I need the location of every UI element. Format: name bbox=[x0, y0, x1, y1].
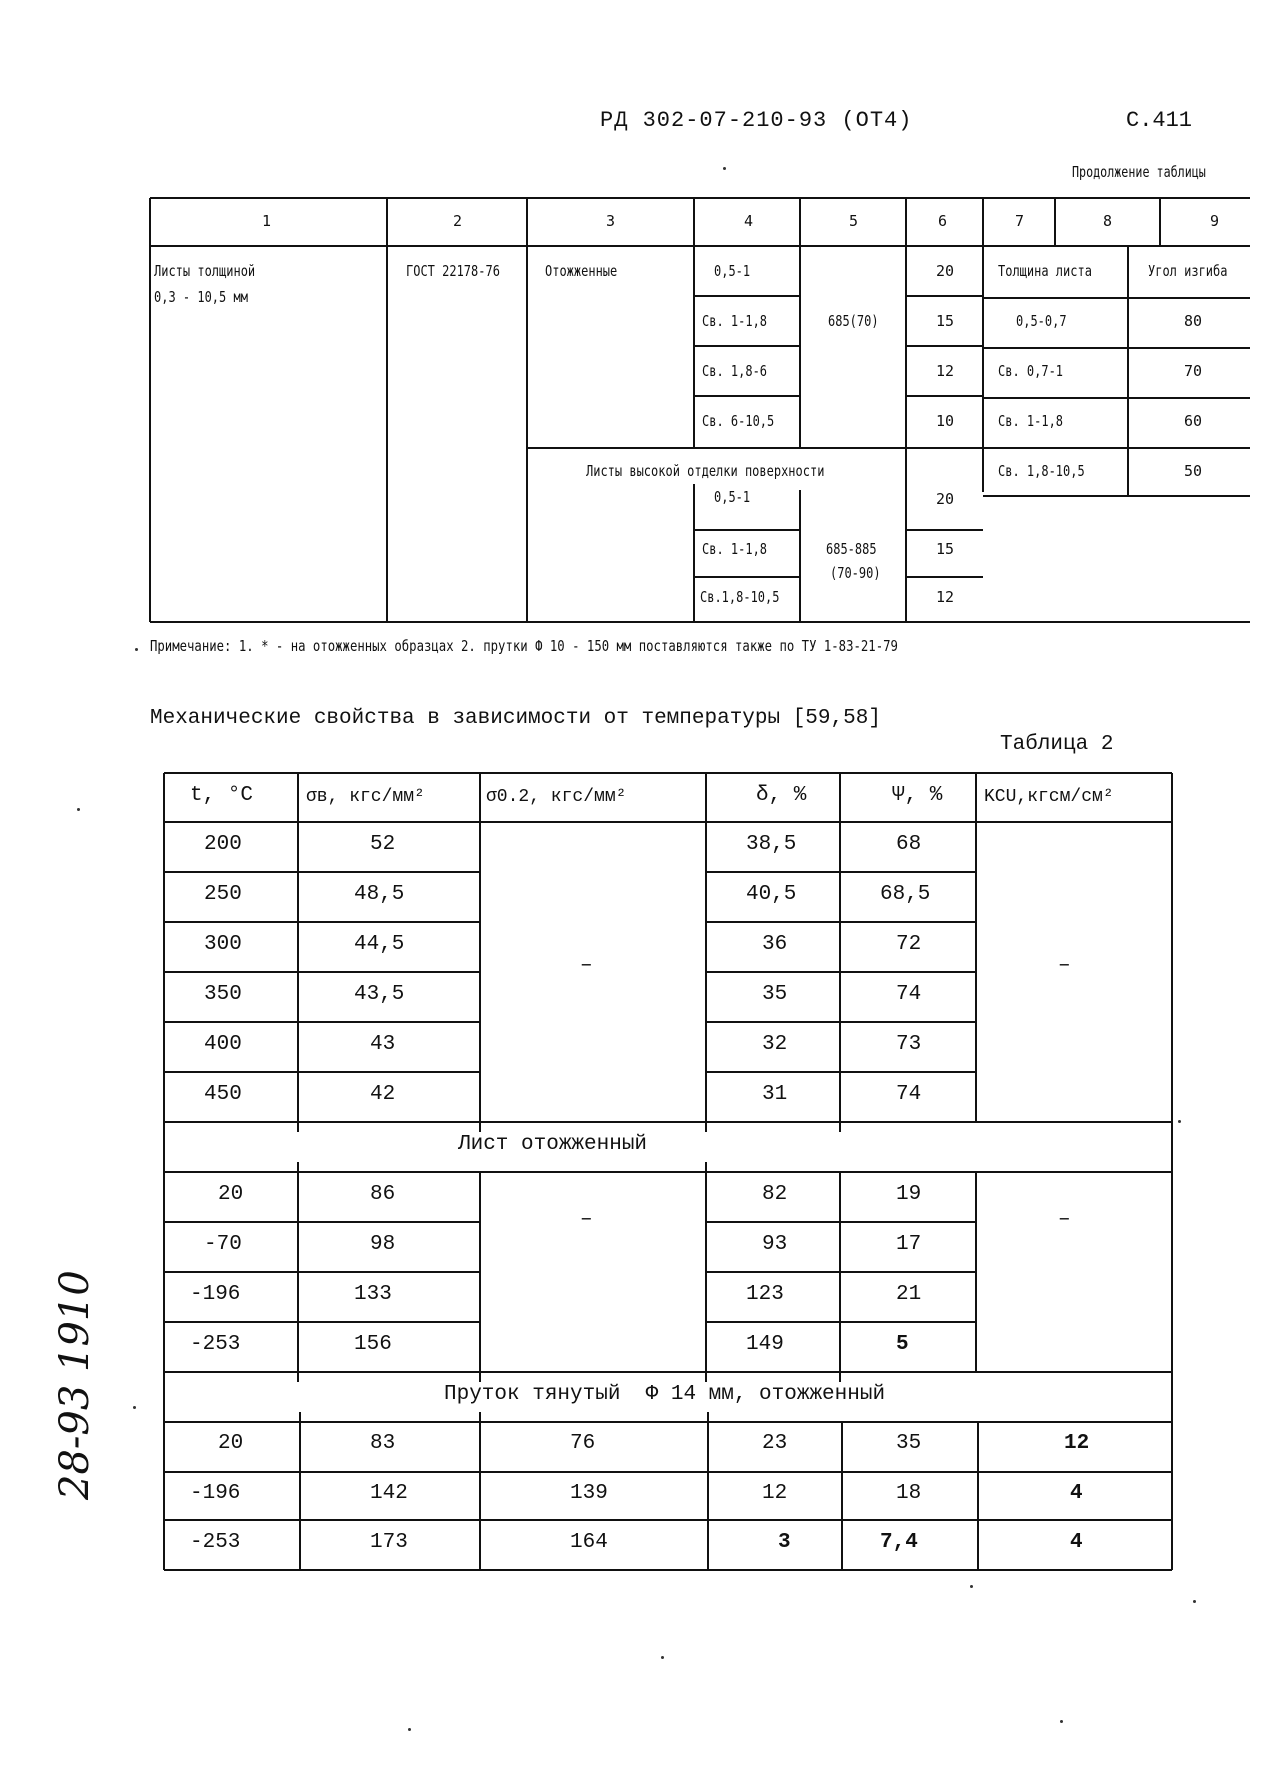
cell-psi: 5 bbox=[896, 1333, 909, 1356]
cell-sb: 52 bbox=[370, 833, 396, 856]
cell-delta: 31 bbox=[762, 1083, 788, 1106]
cell-sb: 173 bbox=[370, 1531, 408, 1554]
cell-kcu-empty: – bbox=[1058, 1208, 1071, 1231]
cell-psi: 68 bbox=[896, 833, 922, 856]
cell-kcu: 4 bbox=[1070, 1531, 1083, 1554]
col-number: 2 bbox=[453, 212, 463, 230]
col-number: 3 bbox=[606, 212, 616, 230]
bend-angle: 60 bbox=[1184, 412, 1203, 430]
bend-thickness: Св. 1-1,8 bbox=[998, 412, 1064, 430]
document-code: РД 302-07-210-93 (ОТ4) bbox=[600, 108, 913, 133]
cell-sb: 48,5 bbox=[354, 883, 405, 906]
cell-delta: 3 bbox=[778, 1531, 791, 1554]
annealed-elongation: 20 bbox=[936, 262, 955, 280]
cell-psi: 17 bbox=[896, 1233, 922, 1256]
cell-s02-empty: – bbox=[580, 954, 593, 977]
cell-sb: 98 bbox=[370, 1233, 396, 1256]
cell-t: 450 bbox=[204, 1083, 242, 1106]
cell-t: 20 bbox=[218, 1183, 244, 1206]
cell-t: -253 bbox=[190, 1531, 241, 1554]
cell-sb: 44,5 bbox=[354, 933, 405, 956]
page-number: С.411 bbox=[1126, 108, 1193, 133]
cell-delta: 82 bbox=[762, 1183, 788, 1206]
table2-label: Таблица 2 bbox=[1000, 733, 1114, 756]
bend-angle: 70 bbox=[1184, 362, 1203, 380]
cell-t: -196 bbox=[190, 1482, 241, 1505]
bend-thickness: Св. 0,7-1 bbox=[998, 362, 1064, 380]
cell-psi: 72 bbox=[896, 933, 922, 956]
cell-kcu: 12 bbox=[1064, 1432, 1090, 1455]
cell-sb: 156 bbox=[354, 1333, 392, 1356]
hf-thickness: Св.1,8-10,5 bbox=[700, 588, 780, 606]
header-temperature: t, °C bbox=[190, 784, 254, 807]
col-number: 8 bbox=[1103, 212, 1113, 230]
cell-delta: 12 bbox=[762, 1482, 788, 1505]
cell-s02: 76 bbox=[570, 1432, 596, 1455]
section-title-drawn-bar: Пруток тянутый Ф 14 мм, отожженный bbox=[444, 1383, 886, 1406]
table-continuation-label: Продолжение таблицы bbox=[1072, 163, 1206, 181]
cell-delta: 123 bbox=[746, 1283, 784, 1306]
scan-speck bbox=[77, 808, 80, 811]
cell-psi: 21 bbox=[896, 1283, 922, 1306]
cell-psi: 19 bbox=[896, 1183, 922, 1206]
cell-t: 300 bbox=[204, 933, 242, 956]
annealed-elongation: 10 bbox=[936, 412, 955, 430]
scan-speck bbox=[1193, 1600, 1196, 1603]
state: Отожженные bbox=[545, 262, 618, 280]
hf-elongation: 12 bbox=[936, 588, 955, 606]
annealed-elongation: 12 bbox=[936, 362, 955, 380]
header-elongation: δ, % bbox=[756, 784, 807, 807]
cell-t: -196 bbox=[190, 1283, 241, 1306]
cell-sb: 142 bbox=[370, 1482, 408, 1505]
cell-delta: 36 bbox=[762, 933, 788, 956]
product-name: Листы толщиной bbox=[154, 262, 256, 280]
cell-kcu: 4 bbox=[1070, 1482, 1083, 1505]
scan-speck bbox=[661, 1656, 664, 1659]
section-title-annealed-sheet: Лист отожженный bbox=[458, 1133, 648, 1156]
cell-psi: 7,4 bbox=[880, 1531, 918, 1554]
cell-s02: 139 bbox=[570, 1482, 608, 1505]
cell-psi: 18 bbox=[896, 1482, 922, 1505]
header-tensile-strength: σв, кгс/мм² bbox=[306, 787, 425, 807]
cell-s02: 164 bbox=[570, 1531, 608, 1554]
handwritten-margin-note: 28-93 1910 bbox=[52, 1270, 98, 1500]
hf-strength: 685-885 bbox=[826, 540, 877, 558]
cell-t: 250 bbox=[204, 883, 242, 906]
bend-angle: 50 bbox=[1184, 462, 1203, 480]
bend-thickness: 0,5-0,7 bbox=[1016, 312, 1067, 330]
cell-delta: 149 bbox=[746, 1333, 784, 1356]
cell-sb: 42 bbox=[370, 1083, 396, 1106]
product-thickness: 0,3 - 10,5 мм bbox=[154, 288, 248, 306]
cell-t: 20 bbox=[218, 1432, 244, 1455]
cell-delta: 93 bbox=[762, 1233, 788, 1256]
cell-delta: 35 bbox=[762, 983, 788, 1006]
annealed-thickness: Св. 1,8-6 bbox=[702, 362, 768, 380]
hf-elongation: 20 bbox=[936, 490, 955, 508]
cell-t: -70 bbox=[204, 1233, 242, 1256]
col-number: 7 bbox=[1015, 212, 1025, 230]
cell-sb: 86 bbox=[370, 1183, 396, 1206]
annealed-elongation: 15 bbox=[936, 312, 955, 330]
bend-angle: 80 bbox=[1184, 312, 1203, 330]
standard: ГОСТ 22178-76 bbox=[406, 262, 500, 280]
cell-psi: 74 bbox=[896, 1083, 922, 1106]
cell-delta: 40,5 bbox=[746, 883, 797, 906]
col-number: 5 bbox=[849, 212, 859, 230]
header-impact-toughness: KCU,кгсм/см² bbox=[984, 787, 1114, 807]
cell-s02-empty: – bbox=[580, 1208, 593, 1231]
scan-speck bbox=[408, 1728, 411, 1731]
cell-t: 350 bbox=[204, 983, 242, 1006]
cell-psi: 73 bbox=[896, 1033, 922, 1056]
col-number: 4 bbox=[744, 212, 754, 230]
table-note: Примечание: 1. * - на отожженных образцах 2. прутки Ф 10 - 150 мм поставляются также по ТУ 1-83-21-79 bbox=[150, 637, 898, 655]
cell-sb: 43,5 bbox=[354, 983, 405, 1006]
hf-thickness: 0,5-1 bbox=[714, 488, 751, 506]
cell-psi: 68,5 bbox=[880, 883, 931, 906]
col-number: 9 bbox=[1210, 212, 1220, 230]
bend-thickness: Св. 1,8-10,5 bbox=[998, 462, 1085, 480]
bend-angle-header: Угол изгиба bbox=[1148, 262, 1228, 280]
annealed-thickness: 0,5-1 bbox=[714, 262, 751, 280]
scan-speck bbox=[135, 648, 138, 651]
cell-sb: 133 bbox=[354, 1283, 392, 1306]
hf-thickness: Св. 1-1,8 bbox=[702, 540, 768, 558]
cell-sb: 43 bbox=[370, 1033, 396, 1056]
col-number: 6 bbox=[938, 212, 948, 230]
cell-delta: 38,5 bbox=[746, 833, 797, 856]
cell-psi: 74 bbox=[896, 983, 922, 1006]
header-yield-strength: σ0.2, кгс/мм² bbox=[486, 787, 627, 807]
scan-speck bbox=[1178, 1120, 1181, 1123]
annealed-strength: 685(70) bbox=[828, 312, 879, 330]
cell-t: 200 bbox=[204, 833, 242, 856]
hf-strength: (70-90) bbox=[830, 564, 881, 582]
col-number: 1 bbox=[262, 212, 272, 230]
cell-delta: 32 bbox=[762, 1033, 788, 1056]
scan-speck bbox=[133, 1406, 136, 1409]
scan-speck bbox=[723, 167, 726, 170]
annealed-thickness: Св. 6-10,5 bbox=[702, 412, 775, 430]
header-reduction-area: Ψ, % bbox=[892, 784, 943, 807]
cell-kcu-empty: – bbox=[1058, 954, 1071, 977]
scan-speck bbox=[970, 1585, 973, 1588]
bend-thickness-header: Толщина листа bbox=[998, 262, 1092, 280]
annealed-thickness: Св. 1-1,8 bbox=[702, 312, 768, 330]
high-finish-label: Листы высокой отделки поверхности bbox=[586, 462, 825, 480]
cell-delta: 23 bbox=[762, 1432, 788, 1455]
cell-t: 400 bbox=[204, 1033, 242, 1056]
hf-elongation: 15 bbox=[936, 540, 955, 558]
cell-psi: 35 bbox=[896, 1432, 922, 1455]
cell-t: -253 bbox=[190, 1333, 241, 1356]
section-heading: Механические свойства в зависимости от температуры [59,58] bbox=[150, 707, 881, 730]
scan-speck bbox=[1060, 1720, 1063, 1723]
cell-sb: 83 bbox=[370, 1432, 396, 1455]
